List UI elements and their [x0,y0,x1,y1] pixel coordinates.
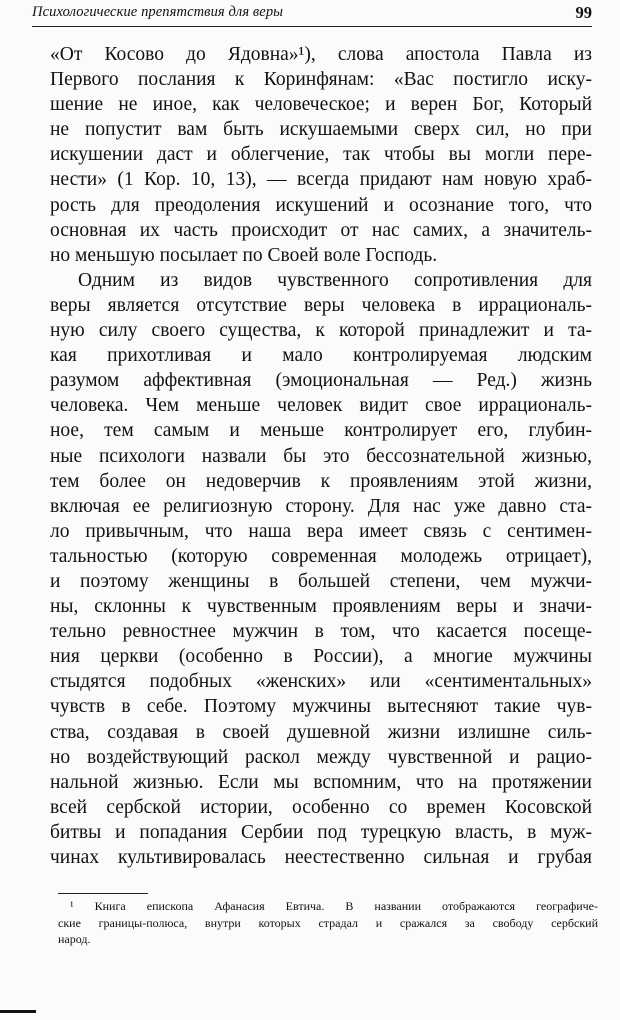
footnote-line: ские границы-полюса, внутри которых страдал и сражался за свободу сербский [58,915,598,930]
text-line: «От Косово до Ядовна»¹), слова апостола Павла из [50,44,592,65]
text-line: нести» (1 Кор. 10, 13), — всегда придают нам новую храб- [50,169,592,191]
text-line: Первого послания к Коринфянам: «Вас постигло иску- [50,69,592,91]
footnote-divider [58,893,148,894]
text-line: искушении даст и облегчение, так чтобы вы могли пере- [50,144,592,166]
text-line: шение не иное, как человеческое; и верен Бог, Который [50,94,592,116]
text-line: чувств в себе. Поэтому мужчины вытесняют такие чув- [50,696,592,718]
text-line: ния церкви (особенно в России), а многие мужчины [50,646,592,668]
text-line: ло привычным, что наша вера имеет связь с сентимен- [50,520,592,542]
text-line: человека. Чем меньше человек видит свое иррациональ- [50,395,592,417]
text-line: стыдятся подобных «женских» или «сентиментальных» [50,671,592,693]
text-line: основная их часть происходит от нас самих, а значитель- [50,219,592,241]
text-line: но воздействующий раскол между чувственной и рацио- [50,746,592,768]
text-line: чинах культивировалась неестественно сильная и грубая [50,847,592,868]
running-title: Психологические препятствия для веры [32,4,284,20]
text-line: и поэтому женщины в большей степени, чем мужчи- [50,570,592,592]
footnote-line: ¹ Книга епископа Афанасия Евтича. В названии отображаются географиче- [70,899,598,913]
text-line: но меньшую посылает по Своей воле Господь. [50,244,438,266]
running-header [32,4,592,27]
page-number: 99 [575,3,592,22]
text-line: тельно ревностнее мужчин в том, что касается посеще- [50,621,592,643]
footnote-line: народ. [58,932,91,946]
text-line: не попустит вам быть искушаемыми сверх сил, но при [50,119,592,141]
text-line: тем более он недоверчив к проявлениям этой жизни, [50,470,592,492]
text-line: ства, создавая в своей душевной жизни излишне силь- [50,721,592,743]
text-line: включая ее религиозную сторону. Для нас уже давно ста- [50,495,592,517]
text-line: тальностью (которую современная молодежь отрицает), [50,545,592,567]
text-line: ное, тем самым и меньше контролирует его, глубин- [50,420,592,442]
text-line: ны, склонны к чувственным проявлениям веры и значи- [50,596,592,618]
text-line: кая прихотливая и мало контролируемая людским [50,345,592,367]
text-line: Одним из видов чувственного сопротивления для [78,269,592,291]
text-line: битвы и попадания Сербии под турецкую власть, в муж- [50,821,592,843]
text-line: рость для преодоления искушений и осознание того, что [50,194,592,216]
text-line: всей сербской истории, особенно со времен Косовской [50,796,592,818]
text-line: разумом аффективная (эмоциональная — Ред.) жизнь [50,370,592,392]
footnote [58,898,598,948]
text-line: веры является отсутствие веры человека в иррациональ- [50,294,592,316]
text-line: нальной жизнью. Если мы вспомним, что на протяжении [50,771,592,793]
page-edge-mark [0,1010,36,1013]
main-text [50,42,592,870]
text-line: ную силу своего существа, к которой принадлежит и та- [50,320,592,342]
text-line: ные психологи назвали бы это бессознательной жизнью, [50,445,592,467]
